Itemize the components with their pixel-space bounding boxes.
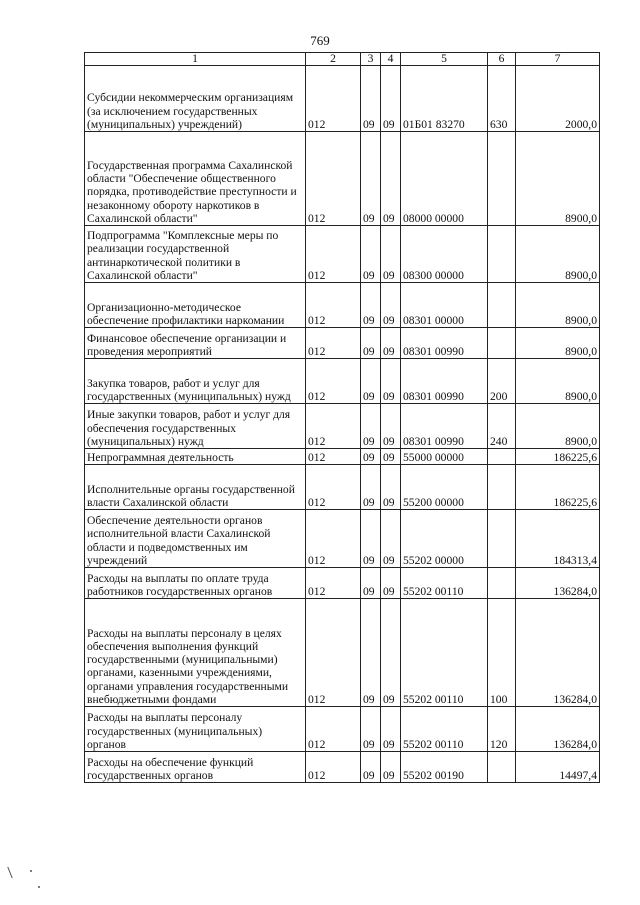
scan-mark (30, 870, 32, 872)
expense-type-code: 240 (488, 404, 516, 449)
scan-mark (7, 867, 12, 879)
row-name: Государственная программа Сахалинской области "Обеспечение общественного порядка, противодействие преступности и незаконному обороту наркотиков в Сахалинской области" (85, 132, 306, 226)
amount: 8900,0 (516, 283, 600, 328)
expense-type-code (488, 510, 516, 568)
table-row (85, 226, 600, 283)
column-header-4: 4 (381, 53, 401, 66)
table-row (85, 707, 600, 752)
ministry-code: 012 (306, 359, 361, 404)
table-row (85, 132, 600, 226)
row-name: Подпрограмма "Комплексные меры по реализации государственной антинаркотической политики в Сахалинской области" (85, 226, 306, 283)
table-row (85, 752, 600, 783)
ministry-code: 012 (306, 599, 361, 707)
ministry-code: 012 (306, 226, 361, 283)
table-row (85, 449, 600, 465)
target-article-code: 55000 00000 (401, 449, 488, 465)
expense-type-code: 200 (488, 359, 516, 404)
subsection-code: 09 (381, 510, 401, 568)
row-name: Расходы на выплаты по оплате труда работников государственных органов (85, 568, 306, 599)
expense-type-code (488, 465, 516, 510)
amount: 8900,0 (516, 359, 600, 404)
target-article-code: 55202 00110 (401, 568, 488, 599)
subsection-code: 09 (381, 752, 401, 783)
amount: 8900,0 (516, 226, 600, 283)
table-row (85, 465, 600, 510)
amount: 8900,0 (516, 328, 600, 359)
target-article-code: 55200 00000 (401, 465, 488, 510)
table-row (85, 404, 600, 449)
ministry-code: 012 (306, 132, 361, 226)
expense-type-code (488, 283, 516, 328)
row-name: Закупка товаров, работ и услуг для государственных (муниципальных) нужд (85, 359, 306, 404)
amount: 2000,0 (516, 66, 600, 132)
table-row (85, 66, 600, 132)
section-code: 09 (361, 752, 381, 783)
amount: 136284,0 (516, 707, 600, 752)
amount: 186225,6 (516, 449, 600, 465)
target-article-code: 55202 00190 (401, 752, 488, 783)
subsection-code: 09 (381, 328, 401, 359)
amount: 186225,6 (516, 465, 600, 510)
subsection-code: 09 (381, 226, 401, 283)
section-code: 09 (361, 568, 381, 599)
subsection-code: 09 (381, 283, 401, 328)
expense-type-code (488, 568, 516, 599)
target-article-code: 08301 00990 (401, 359, 488, 404)
column-header-3: 3 (361, 53, 381, 66)
expense-type-code: 120 (488, 707, 516, 752)
column-header-1: 1 (85, 53, 306, 66)
section-code: 09 (361, 449, 381, 465)
subsection-code: 09 (381, 404, 401, 449)
target-article-code: 55202 00110 (401, 707, 488, 752)
target-article-code: 08300 00000 (401, 226, 488, 283)
subsection-code: 09 (381, 449, 401, 465)
amount: 8900,0 (516, 132, 600, 226)
target-article-code: 01Б01 83270 (401, 66, 488, 132)
expense-type-code: 100 (488, 599, 516, 707)
subsection-code: 09 (381, 359, 401, 404)
row-name: Исполнительные органы государственной власти Сахалинской области (85, 465, 306, 510)
budget-table (84, 52, 600, 783)
scan-mark (38, 886, 40, 888)
expense-type-code (488, 752, 516, 783)
target-article-code: 08301 00990 (401, 328, 488, 359)
expense-type-code: 630 (488, 66, 516, 132)
section-code: 09 (361, 465, 381, 510)
subsection-code: 09 (381, 568, 401, 599)
header-row (85, 53, 600, 66)
section-code: 09 (361, 404, 381, 449)
column-header-7: 7 (516, 53, 600, 66)
column-header-6: 6 (488, 53, 516, 66)
row-name: Расходы на выплаты персоналу в целях обеспечения выполнения функций государственными (муниципальными) органами, казенными учреждениями, органами управления государственными внебюджетными фондами (85, 599, 306, 707)
column-header-5: 5 (401, 53, 488, 66)
table-row (85, 359, 600, 404)
section-code: 09 (361, 599, 381, 707)
amount: 136284,0 (516, 599, 600, 707)
row-name: Расходы на выплаты персоналу государственных (муниципальных) органов (85, 707, 306, 752)
ministry-code: 012 (306, 568, 361, 599)
amount: 14497,4 (516, 752, 600, 783)
amount: 136284,0 (516, 568, 600, 599)
section-code: 09 (361, 66, 381, 132)
row-name: Организационно-методическое обеспечение профилактики наркомании (85, 283, 306, 328)
target-article-code: 55202 00110 (401, 599, 488, 707)
amount: 8900,0 (516, 404, 600, 449)
ministry-code: 012 (306, 465, 361, 510)
page-number: 769 (310, 33, 330, 48)
table-row (85, 599, 600, 707)
subsection-code: 09 (381, 599, 401, 707)
target-article-code: 08000 00000 (401, 132, 488, 226)
section-code: 09 (361, 328, 381, 359)
ministry-code: 012 (306, 510, 361, 568)
table-row (85, 510, 600, 568)
column-header-2: 2 (306, 53, 361, 66)
expense-type-code (488, 328, 516, 359)
section-code: 09 (361, 707, 381, 752)
section-code: 09 (361, 510, 381, 568)
expense-type-code (488, 132, 516, 226)
expense-type-code (488, 226, 516, 283)
row-name: Непрограммная деятельность (85, 449, 306, 465)
target-article-code: 08301 00000 (401, 283, 488, 328)
row-name: Обеспечение деятельности органов исполнительной власти Сахалинской области и подведомственных им учреждений (85, 510, 306, 568)
subsection-code: 09 (381, 465, 401, 510)
subsection-code: 09 (381, 66, 401, 132)
ministry-code: 012 (306, 404, 361, 449)
subsection-code: 09 (381, 132, 401, 226)
row-name: Расходы на обеспечение функций государственных органов (85, 752, 306, 783)
section-code: 09 (361, 226, 381, 283)
section-code: 09 (361, 359, 381, 404)
ministry-code: 012 (306, 328, 361, 359)
target-article-code: 08301 00990 (401, 404, 488, 449)
ministry-code: 012 (306, 66, 361, 132)
row-name: Иные закупки товаров, работ и услуг для обеспечения государственных (муниципальных) нужд (85, 404, 306, 449)
expense-type-code (488, 449, 516, 465)
table-row (85, 283, 600, 328)
table-row (85, 328, 600, 359)
amount: 184313,4 (516, 510, 600, 568)
ministry-code: 012 (306, 707, 361, 752)
ministry-code: 012 (306, 449, 361, 465)
section-code: 09 (361, 132, 381, 226)
ministry-code: 012 (306, 283, 361, 328)
subsection-code: 09 (381, 707, 401, 752)
target-article-code: 55202 00000 (401, 510, 488, 568)
ministry-code: 012 (306, 752, 361, 783)
row-name: Финансовое обеспечение организации и проведения мероприятий (85, 328, 306, 359)
section-code: 09 (361, 283, 381, 328)
table-row (85, 568, 600, 599)
row-name: Субсидии некоммерческим организациям (за исключением государственных (муниципальных) учреждений) (85, 66, 306, 132)
